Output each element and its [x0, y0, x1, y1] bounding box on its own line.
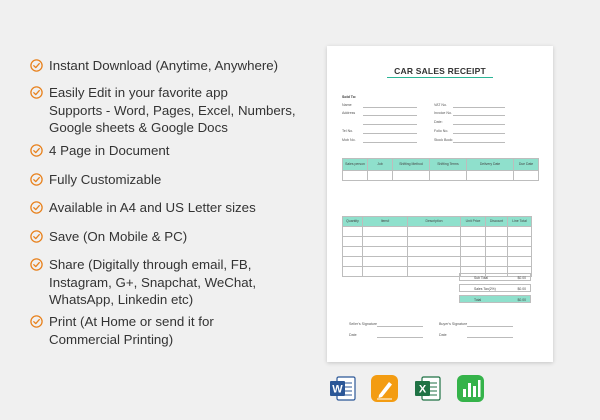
- table-cell: [508, 237, 532, 247]
- summary-value: $0.00: [517, 287, 526, 291]
- table-row: [343, 227, 532, 237]
- circle-check-icon: [30, 315, 43, 328]
- summary-value: $0.00: [517, 298, 526, 302]
- column-header: Due Date: [514, 159, 539, 171]
- feature-item: [30, 228, 320, 246]
- feature-item: [30, 171, 320, 189]
- feature-line: Available in A4 and US Letter sizes: [49, 200, 256, 215]
- field-line: [453, 115, 505, 116]
- column-header: Description: [408, 217, 461, 227]
- circle-check-icon: [30, 144, 43, 157]
- excel-icon[interactable]: [413, 374, 442, 403]
- table-row: [343, 247, 532, 257]
- table-cell: [461, 227, 486, 237]
- signature-line: [377, 326, 423, 327]
- feature-line: Instant Download (Anytime, Anywhere): [49, 58, 279, 73]
- table-cell: [486, 257, 508, 267]
- table-cell: [508, 257, 532, 267]
- field-line: [363, 133, 417, 134]
- feature-item: [30, 142, 320, 160]
- table-cell: [343, 267, 363, 277]
- circle-check-icon: [30, 173, 43, 186]
- title-underline: [387, 77, 493, 78]
- field-line: [453, 107, 505, 108]
- receipt-preview: [327, 46, 553, 362]
- table-cell: [508, 247, 532, 257]
- pages-icon[interactable]: [370, 374, 399, 403]
- column-header: Unit Price: [461, 217, 486, 227]
- feature-line: Fully Customizable: [49, 172, 162, 187]
- table-cell: [343, 257, 363, 267]
- table-cell: [461, 247, 486, 257]
- summary-label: Total: [474, 298, 482, 302]
- feature-line: WhatsApp, Linkedin etc): [49, 292, 194, 307]
- summary-label: Sales Tax(2%): [474, 287, 496, 291]
- column-header: Line Total: [508, 217, 532, 227]
- field-line: [363, 115, 417, 116]
- table-cell: [408, 237, 461, 247]
- summary-value: $0.00: [517, 276, 526, 280]
- feature-line: Google sheets & Google Docs: [49, 120, 228, 135]
- field-label: Address: [342, 111, 356, 115]
- table-cell: [408, 247, 461, 257]
- table-cell: [508, 227, 532, 237]
- circle-check-icon: [30, 258, 43, 271]
- table-cell: [343, 227, 363, 237]
- field-label: Name: [342, 103, 352, 107]
- feature-item: [30, 199, 320, 217]
- date-line: [467, 337, 513, 338]
- word-icon[interactable]: [328, 374, 357, 403]
- feature-item: [30, 57, 320, 75]
- circle-check-icon: [30, 86, 43, 99]
- svg-text:W: W: [332, 383, 343, 396]
- field-line: [363, 107, 417, 108]
- sold-to-label: Sold To:: [342, 95, 357, 99]
- field-label: Date:: [434, 120, 443, 124]
- field-line: [453, 124, 505, 125]
- circle-check-icon: [30, 230, 43, 243]
- table-cell: [461, 237, 486, 247]
- table-cell: [363, 257, 408, 267]
- table-row: [343, 237, 532, 247]
- summary-label: Sub Total: [474, 276, 489, 280]
- table-cell: [486, 237, 508, 247]
- field-line: [453, 142, 505, 143]
- column-header: Quantity: [343, 217, 363, 227]
- table-cell: [343, 237, 363, 247]
- field-line: [453, 133, 505, 134]
- field-label: Tel No.: [342, 129, 354, 133]
- table-cell: [363, 227, 408, 237]
- table-cell: [363, 237, 408, 247]
- feature-line: Print (At Home or send it for: [49, 314, 214, 329]
- document-title: CAR SALES RECEIPT: [394, 66, 486, 76]
- feature-line: Supports - Word, Pages, Excel, Numbers,: [49, 102, 296, 118]
- column-header: Discount: [486, 217, 508, 227]
- feature-line: Share (Digitally through email, FB,: [49, 257, 252, 272]
- field-label: Invoice No.: [434, 111, 452, 115]
- date-line: [377, 337, 423, 338]
- signature-label: Seller's Signature: [349, 322, 378, 326]
- summary-row: [459, 295, 531, 303]
- signature-line: [467, 326, 513, 327]
- feature-item: [30, 84, 320, 137]
- field-line: [363, 142, 417, 143]
- column-header: Item#: [363, 217, 408, 227]
- feature-line: Easily Edit in your favorite app: [49, 85, 228, 100]
- table-cell: [486, 247, 508, 257]
- circle-check-icon: [30, 201, 43, 214]
- feature-line: 4 Page in Document: [49, 143, 170, 158]
- summary-row: [459, 284, 531, 292]
- table-cell: [363, 247, 408, 257]
- feature-line: Instagram, G+, Snapchat, WeChat,: [49, 274, 257, 290]
- svg-text:X: X: [418, 383, 427, 396]
- field-label: Mob No.: [342, 138, 356, 142]
- field-label: Stock Book:: [434, 138, 454, 142]
- table-row: [343, 257, 532, 267]
- feature-item: [30, 256, 320, 309]
- field-label: Folio No.: [434, 129, 449, 133]
- column-header: Sales person: [343, 159, 368, 171]
- table-cell: [486, 227, 508, 237]
- column-header: Shifting Method: [393, 159, 430, 171]
- shipping-table: [342, 158, 539, 181]
- table-cell: [408, 227, 461, 237]
- field-line: [363, 124, 417, 125]
- column-header: Delivery Date: [467, 159, 514, 171]
- date-label: Date: [439, 333, 447, 337]
- items-table: [342, 216, 532, 277]
- date-label: Date: [349, 333, 357, 337]
- feature-line: Save (On Mobile & PC): [49, 229, 188, 244]
- table-cell: [461, 257, 486, 267]
- table-cell: [363, 267, 408, 277]
- field-label: VAT No.: [434, 103, 447, 107]
- column-header: Job: [368, 159, 393, 171]
- feature-item: [30, 313, 320, 348]
- circle-check-icon: [30, 59, 43, 72]
- table-cell: [408, 267, 461, 277]
- numbers-icon[interactable]: [456, 374, 485, 403]
- signature-label: Buyer's Signature: [439, 322, 468, 326]
- column-header: Shifting Terms: [430, 159, 467, 171]
- summary-row: [459, 273, 531, 281]
- feature-line: Commercial Printing): [49, 331, 174, 347]
- table-cell: [408, 257, 461, 267]
- table-cell: [343, 247, 363, 257]
